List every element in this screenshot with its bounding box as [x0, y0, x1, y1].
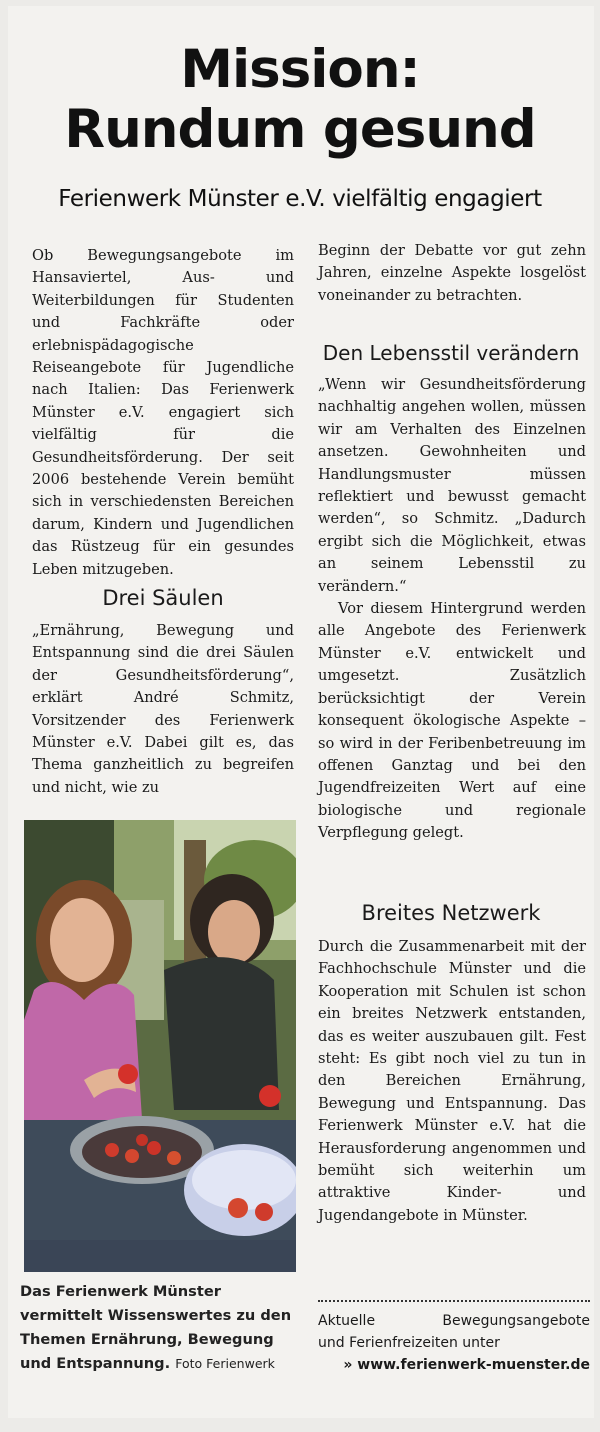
section2-paragraph1: „Wenn wir Gesundheitsförderung nachhaltig angehen wollen, müssen wir am Verhalten des Einzelnen ansetzen. Gewohnheiten und Handlungsmuster müssen reflektiert und bewusst gemacht werden“, so Schmitz. „Dadurch ergibt sich die Möglichkeit, etwas an seinem Lebensstil zu verändern.“ — [318, 376, 586, 595]
info-line1 — [318, 1310, 590, 1332]
section1-paragraph — [32, 620, 294, 799]
photo-credit: Foto Ferienwerk — [175, 1356, 275, 1371]
arrow-icon: » — [343, 1357, 353, 1373]
section1-text: „Ernährung, Bewegung und Entspannung sind die drei Säulen der Gesundheitsförderung“, erklärt André Schmitz, Vorsitzender des Ferienwerk Münster e.V. Dabei gilt es, das Thema ganzheitlich zu begreifen und nicht, wie zu — [32, 622, 294, 796]
headline-line1: Mission: — [180, 39, 420, 100]
section2-paragraph2: Vor diesem Hintergrund werden alle Angebote des Ferienwerk Münster e.V. entwickelt und umgesetzt. Zusätzlich berücksichtigt der Verein konsequent ökologische Aspekte – so wird in der Feribenbetreuung im offenen Ganztag und bei den Jugendfreizeiten Wert auf eine biologische und regionale Verpflegung gelegt. — [318, 600, 586, 842]
section-title-netzwerk: Breites Netzwerk — [361, 901, 541, 925]
info-box — [318, 1300, 590, 1376]
subheadline: Ferienwerk Münster e.V. vielfältig engagiert — [58, 186, 542, 212]
section1-continuation-text: Beginn der Debatte vor gut zehn Jahren, einzelne Aspekte losgelöst voneinander zu betrachten. — [318, 242, 586, 304]
info-word2: Bewegungsangebote — [442, 1313, 590, 1329]
intro-text: Ob Bewegungsangebote im Hansaviertel, Aus- und Weiterbildungen für Studenten und Fachkräfte oder erlebnispädagogische Reiseangebote für Jugendliche nach Italien: Das Ferienwerk Münster e.V. engagiert sich vielfältig für die Gesundheitsförderung. Der seit 2006 bestehende Verein bemüht sich in verschiedensten Bereichen darum, Kindern und Jugendlichen das Rüstzeug für ein gesundes Leben mitzugeben. — [32, 247, 294, 578]
info-line2: und Ferienfreizeiten unter — [318, 1335, 500, 1351]
section-title-drei-saeulen: Drei Säulen — [102, 586, 224, 610]
website-link[interactable] — [318, 1354, 590, 1376]
article-photo — [24, 820, 296, 1272]
section3-paragraph: Durch die Zusammenarbeit mit der Fachhochschule Münster und die Kooperation mit Schulen ist schon ein breites Netzwerk entstanden, das es weiter auszubauen gilt. Fest steht: Es gibt noch viel zu tun in den Bereichen Ernährung, Bewegung und Entspannung. Das Ferienwerk Münster e.V. hat die Herausforderung angenommen und bemüht sich weiterhin um attraktive Kinder- und Jugendangebote in Münster. — [318, 938, 586, 1224]
headline-line2: Rundum gesund — [64, 99, 536, 160]
section3-body — [318, 936, 586, 1227]
section1-continuation — [318, 240, 586, 307]
section2-body — [318, 374, 586, 845]
caption-text: Das Ferienwerk Münster vermittelt Wissenswertes zu den Themen Ernährung, Bewegung und Entspannung. — [20, 1283, 292, 1372]
info-word1: Aktuelle — [318, 1313, 376, 1329]
photo-caption — [20, 1280, 300, 1376]
intro-paragraph — [32, 245, 294, 581]
website-url[interactable]: www.ferienwerk-muenster.de — [357, 1357, 590, 1373]
section-title-lebensstil: Den Lebensstil verändern — [322, 341, 580, 365]
